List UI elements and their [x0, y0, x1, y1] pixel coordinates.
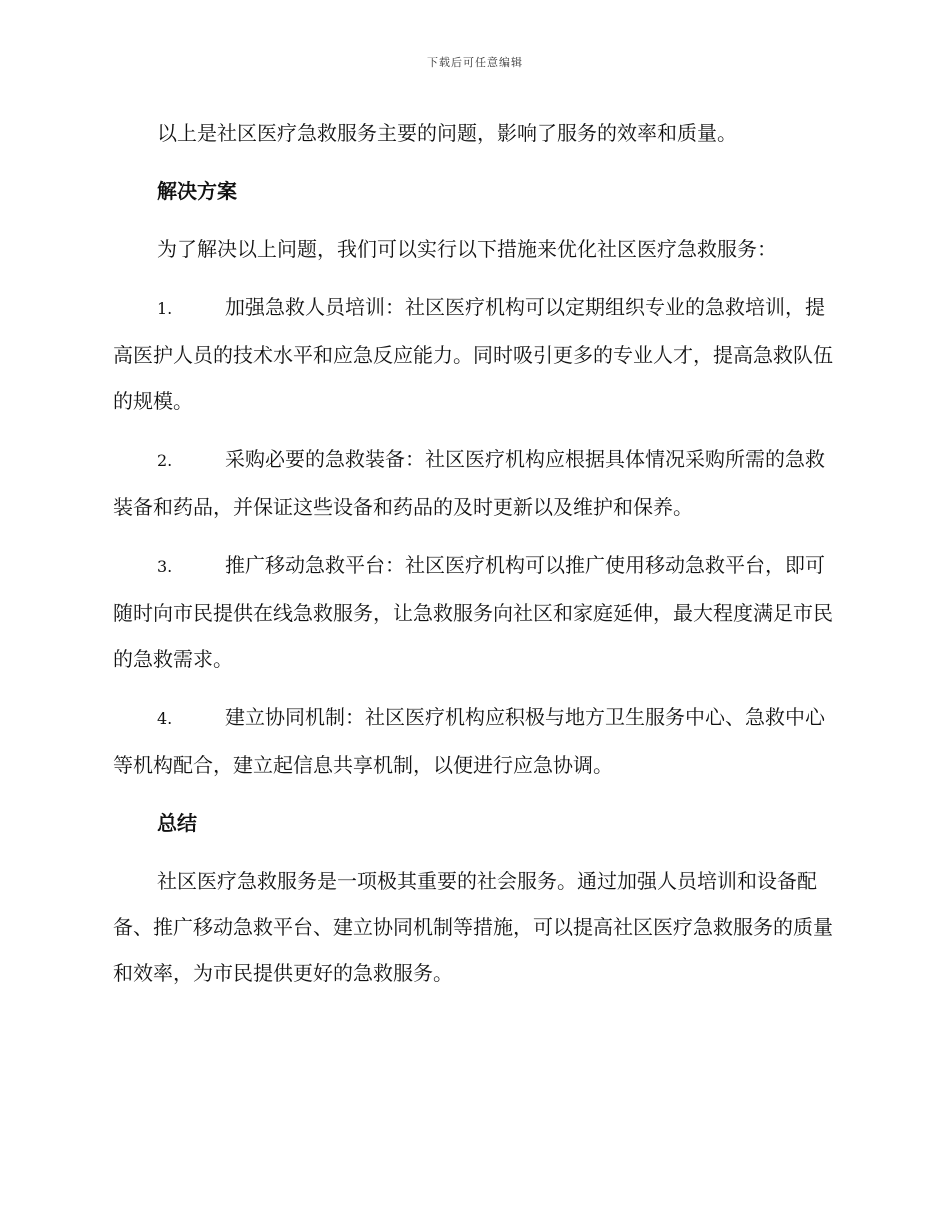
- list-number: 4.: [157, 709, 173, 728]
- list-number: 3.: [157, 557, 173, 576]
- header-note: 下载后可任意编辑: [427, 56, 523, 69]
- summary-paragraph: 社区医疗急救服务是一项极其重要的社会服务。通过加强人员培训和设备配备、推广移动急救平台、建立协同机制等措施，可以提高社区医疗急救服务的质量和效率，为市民提供更好的急救服务。: [113, 869, 833, 985]
- list-item-3: [113, 542, 833, 682]
- list-item-text: 采购必要的急救装备：社区医疗机构应根据具体情况采购所需的急救装备和药品，并保证这些设备和药品的及时更新以及维护和保养。: [113, 447, 825, 519]
- summary-heading: 总结: [157, 811, 197, 835]
- list-item-text: 加强急救人员培训：社区医疗机构可以定期组织专业的急救培训，提高医护人员的技术水平和应急反应能力。同时吸引更多的专业人才，提高急救队伍的规模。: [113, 295, 833, 413]
- solution-intro-paragraph: 为了解决以上问题，我们可以实行以下措施来优化社区医疗急救服务：: [157, 237, 777, 261]
- list-number: 1.: [157, 299, 173, 318]
- list-number: 2.: [157, 451, 173, 470]
- list-item-text: 推广移动急救平台：社区医疗机构可以推广使用移动急救平台，即可随时向市民提供在线急救服务，让急救服务向社区和家庭延伸，最大程度满足市民的急救需求。: [113, 553, 833, 671]
- intro-paragraph: 以上是社区医疗急救服务主要的问题，影响了服务的效率和质量。: [157, 121, 737, 145]
- solution-heading: 解决方案: [157, 179, 237, 203]
- list-item-1: [113, 284, 833, 424]
- list-item-text: 建立协同机制：社区医疗机构应积极与地方卫生服务中心、急救中心等机构配合，建立起信息共享机制，以便进行应急协调。: [113, 705, 825, 777]
- list-item-2: [113, 436, 833, 530]
- document-body: [113, 110, 833, 1008]
- list-item-4: [113, 694, 833, 788]
